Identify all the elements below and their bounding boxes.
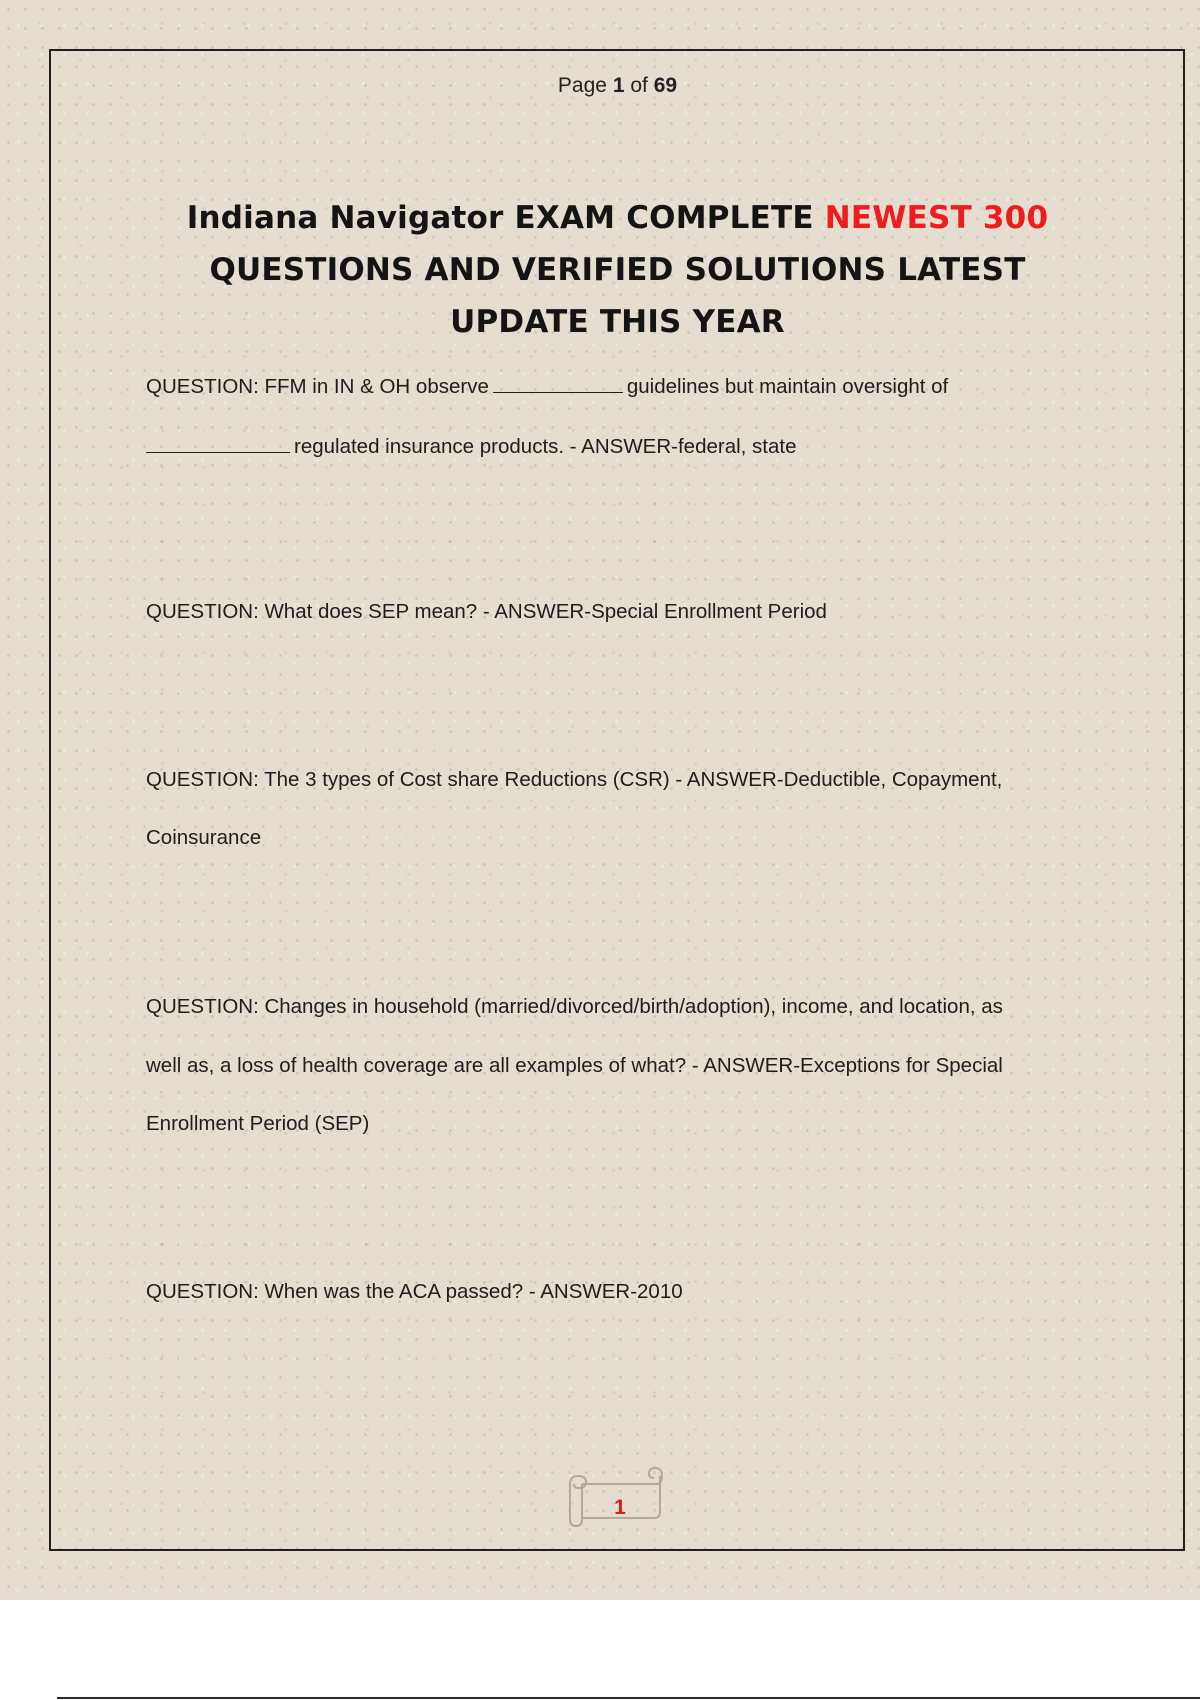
qa-3-line-2: Coinsurance [146,826,262,849]
title-part-2: QUESTIONS AND VERIFIED SOLUTIONS LATEST [209,252,1026,288]
qa-1-line-2 [146,435,797,459]
page-counter-current: 1 [612,74,625,97]
title-highlight: NEWEST 300 [824,200,1049,236]
fill-in-blank [493,376,623,393]
qa-5-line-1: QUESTION: When was the ACA passed? - ANSWER-2010 [146,1280,683,1303]
qa-1-line-1 [146,375,948,399]
page-counter-prefix: Page [557,74,607,97]
document-title [140,192,1095,348]
page-counter-total: 69 [653,74,678,97]
fill-in-blank [146,436,290,453]
qa-1-text-c: regulated insurance products. - ANSWER-federal, state [294,435,797,458]
qa-4-line-1: QUESTION: Changes in household (married/divorced/birth/adoption), income, and location, as [146,995,1003,1018]
bottom-divider [57,1697,1200,1699]
title-part-3: UPDATE THIS YEAR [450,304,785,340]
qa-3-line-1: QUESTION: The 3 types of Cost share Reductions (CSR) - ANSWER-Deductible, Copayment, [146,768,1003,791]
footer-page-number: 1 [614,1496,626,1519]
qa-4-line-3: Enrollment Period (SEP) [146,1112,370,1135]
title-part-1: Indiana Navigator EXAM COMPLETE [186,200,814,236]
qa-1-text-a: QUESTION: FFM in IN & OH observe [146,375,489,398]
qa-1-text-b: guidelines but maintain oversight of [626,375,949,398]
page-counter-of: of [630,74,648,97]
qa-2-line-1: QUESTION: What does SEP mean? - ANSWER-Special Enrollment Period [146,600,827,623]
page-counter [0,74,1200,98]
qa-4-line-2: well as, a loss of health coverage are all examples of what? - ANSWER-Exceptions for Special [146,1054,1003,1077]
